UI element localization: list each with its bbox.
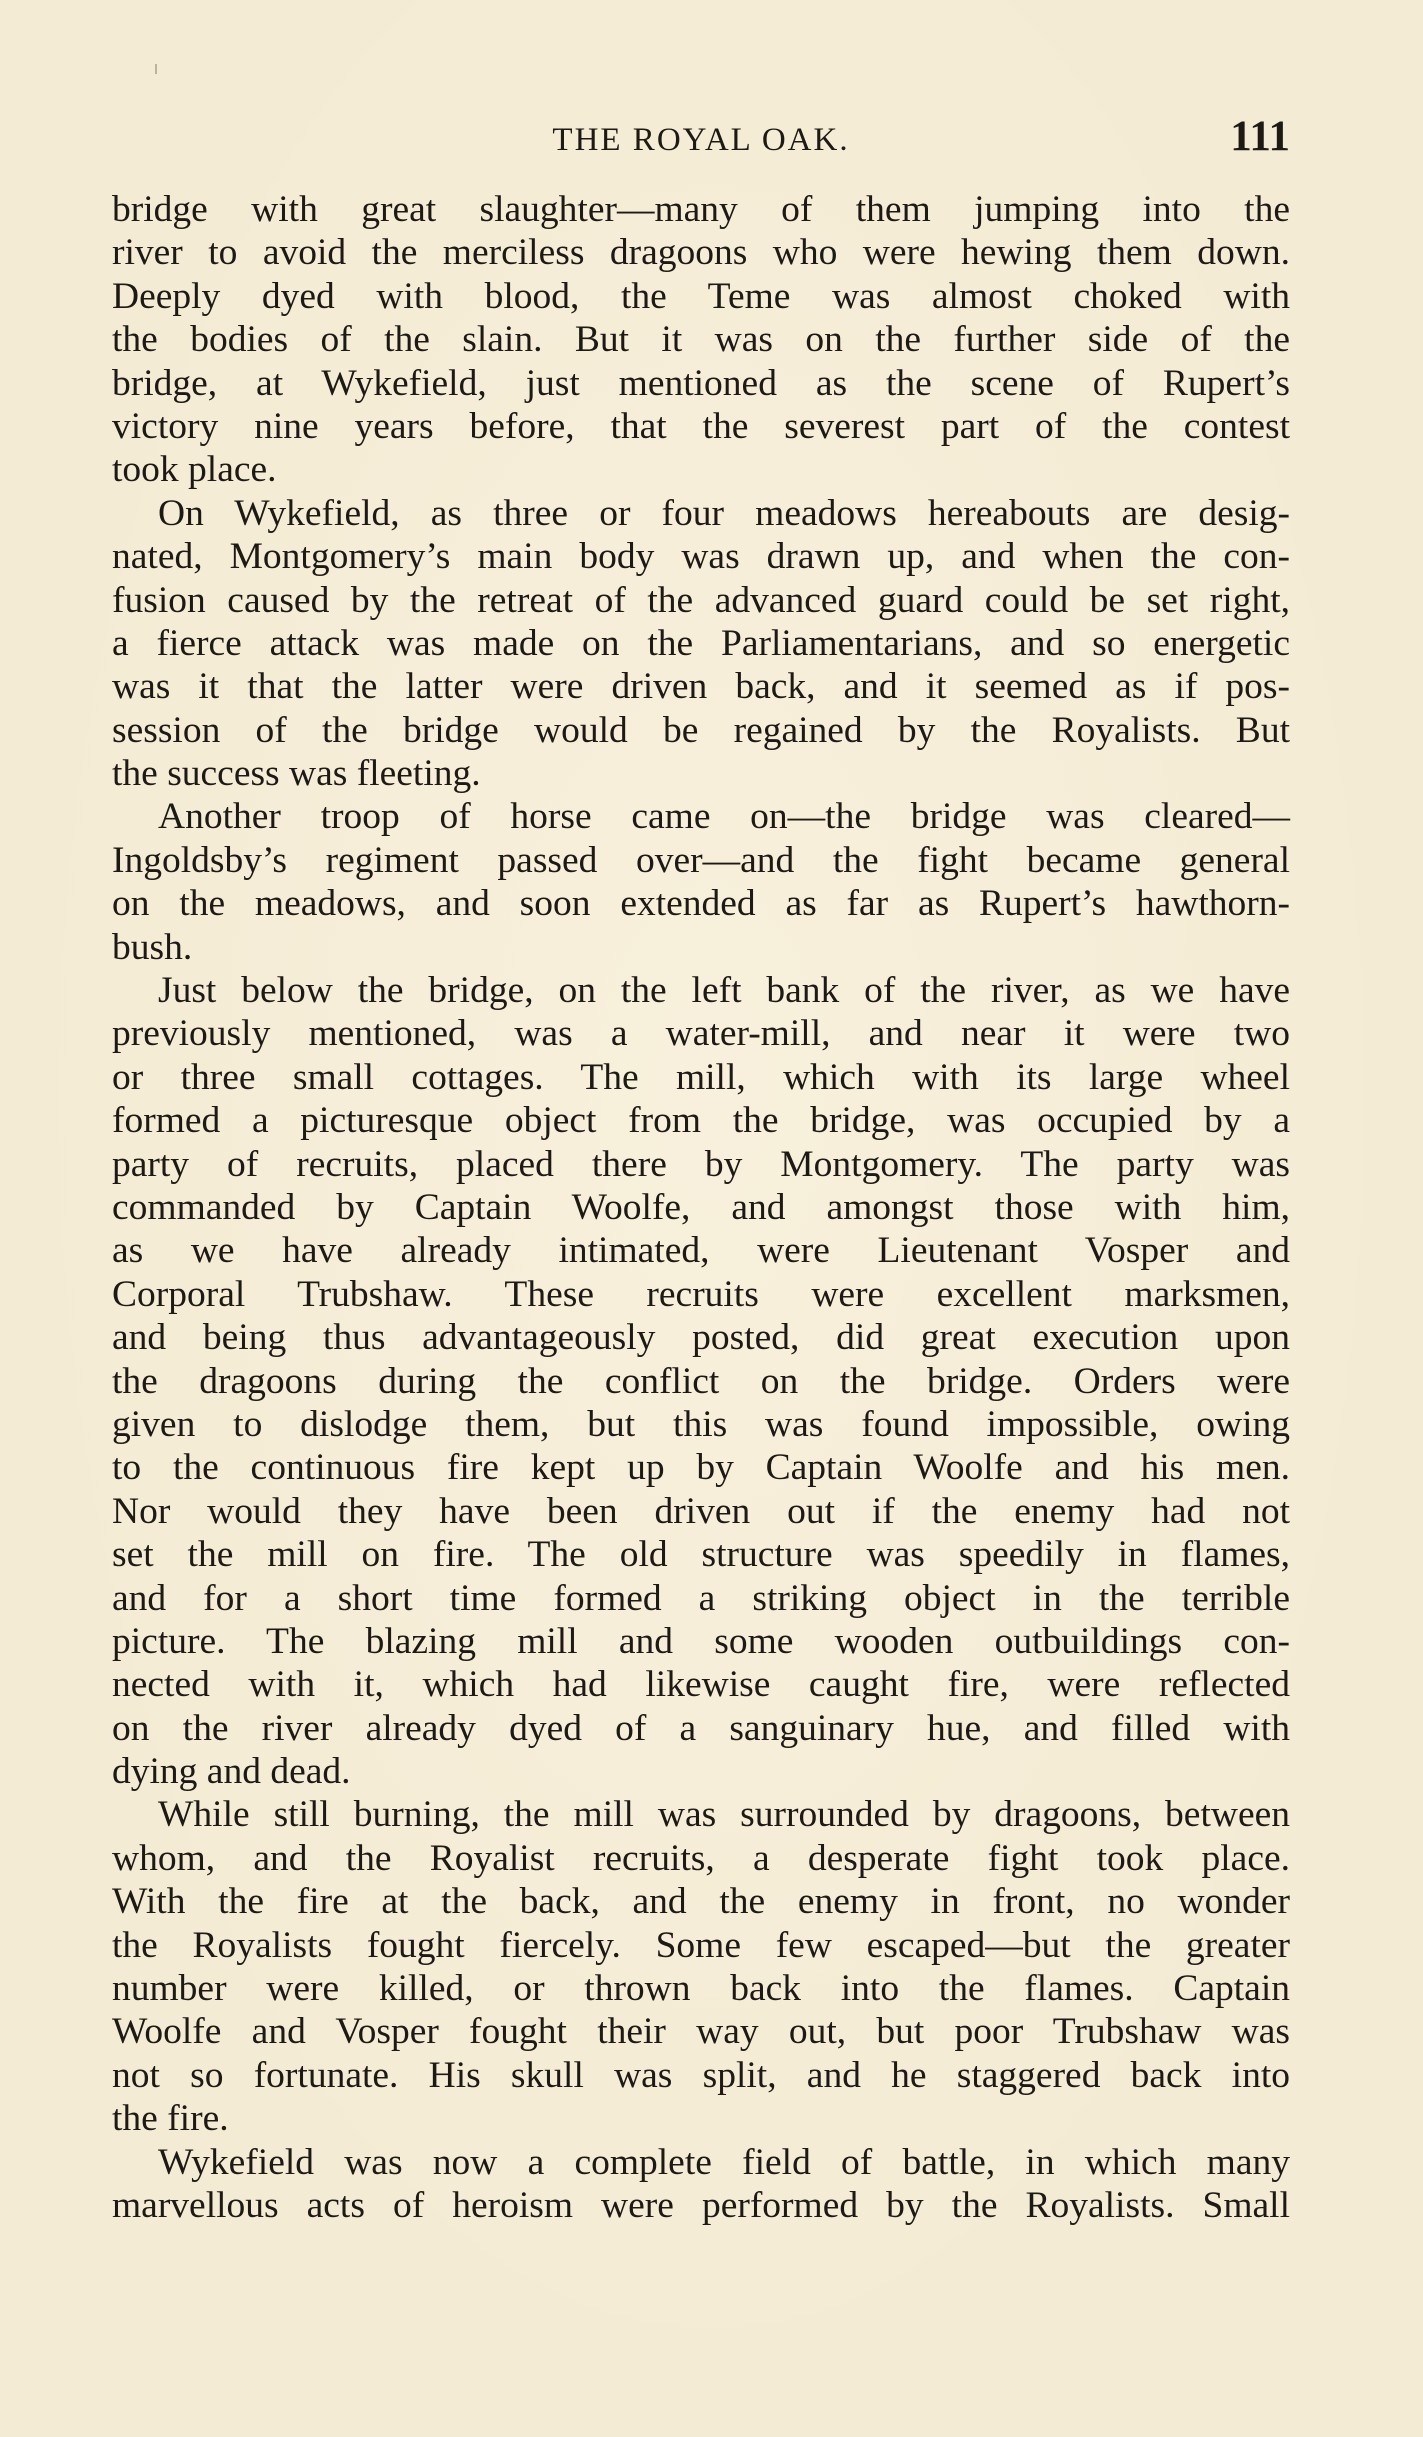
text-line: nated, Montgomery’s main body was drawn up, and when the con-: [112, 536, 1290, 578]
text-line: to the continuous fire kept up by Captain Woolfe and his men.: [112, 1447, 1290, 1489]
text-line: picture. The blazing mill and some wooden outbuildings con-: [112, 1620, 1290, 1662]
text-line: Wykefield was now a complete field of battle, in which many: [158, 2141, 1290, 2183]
text-line: river to avoid the merciless dragoons who were hewing them down.: [112, 232, 1290, 274]
text-line: the fire.: [112, 2098, 229, 2140]
text-line: was it that the latter were driven back, and it seemed as if pos-: [112, 666, 1290, 708]
text-line: the success was fleeting.: [112, 753, 481, 795]
running-head: [112, 112, 1290, 172]
text-line: bush.: [112, 926, 193, 968]
text-line: given to dislodge them, but this was found impossible, owing: [112, 1403, 1290, 1445]
text-line: commanded by Captain Woolfe, and amongst those with him,: [112, 1186, 1290, 1228]
text-line: Ingoldsby’s regiment passed over—and the fight became general: [112, 839, 1290, 881]
page-number: 111: [1230, 113, 1290, 160]
body-text: [112, 188, 1290, 2227]
text-line: or three small cottages. The mill, which with its large wheel: [112, 1056, 1290, 1098]
text-line: the Royalists fought fiercely. Some few escaped—but the greater: [112, 1924, 1290, 1966]
text-line: took place.: [112, 449, 277, 491]
text-line: bridge, at Wykefield, just mentioned as the scene of Rupert’s: [112, 362, 1290, 404]
text-line: a fierce attack was made on the Parliamentarians, and so energetic: [112, 622, 1290, 664]
text-line: dying and dead.: [112, 1751, 351, 1793]
text-line: nected with it, which had likewise caught fire, were reflected: [112, 1664, 1290, 1706]
text-line: With the fire at the back, and the enemy in front, no wonder: [112, 1881, 1290, 1923]
text-line: On Wykefield, as three or four meadows hereabouts are desig-: [158, 492, 1290, 534]
text-line: bridge with great slaughter—many of them jumping into the: [112, 189, 1290, 230]
text-line: on the meadows, and soon extended as far as Rupert’s hawthorn-: [112, 883, 1290, 925]
text-line: whom, and the Royalist recruits, a desperate fight took place.: [112, 1837, 1290, 1879]
text-line: fusion caused by the retreat of the advanced guard could be set right,: [112, 579, 1290, 621]
text-line: as we have already intimated, were Lieutenant Vosper and: [112, 1230, 1290, 1272]
running-title: THE ROYAL OAK.: [552, 122, 850, 158]
text-line: formed a picturesque object from the bridge, was occupied by a: [112, 1100, 1290, 1142]
text-line: number were killed, or thrown back into the flames. Captain: [112, 1968, 1290, 2010]
text-line: Woolfe and Vosper fought their way out, but poor Trubshaw was: [112, 2011, 1290, 2053]
text-line: session of the bridge would be regained by the Royalists. But: [112, 709, 1290, 751]
text-line: Nor would they have been driven out if the enemy had not: [112, 1490, 1290, 1532]
text-line: previously mentioned, was a water-mill, and near it were two: [112, 1013, 1290, 1055]
text-line: Deeply dyed with blood, the Teme was almost choked with: [112, 275, 1290, 317]
text-line: and for a short time formed a striking object in the terrible: [112, 1577, 1290, 1619]
text-line: set the mill on fire. The old structure was speedily in flames,: [112, 1534, 1290, 1576]
text-line: and being thus advantageously posted, did great execution upon: [112, 1317, 1290, 1359]
text-line: Just below the bridge, on the left bank of the river, as we have: [158, 970, 1290, 1012]
page-blemish: [155, 64, 157, 74]
text-line: marvellous acts of heroism were performed by the Royalists. Small: [112, 2184, 1290, 2226]
text-line: the dragoons during the conflict on the bridge. Orders were: [112, 1360, 1290, 1402]
text-line: the bodies of the slain. But it was on the further side of the: [112, 319, 1290, 361]
text-line: party of recruits, placed there by Montgomery. The party was: [112, 1143, 1290, 1185]
text-line: While still burning, the mill was surrounded by dragoons, between: [158, 1794, 1290, 1836]
text-line: on the river already dyed of a sanguinary hue, and filled with: [112, 1707, 1290, 1749]
text-line: Another troop of horse came on—the bridge was cleared—: [158, 796, 1290, 838]
text-line: victory nine years before, that the severest part of the contest: [112, 405, 1290, 447]
text-line: not so fortunate. His skull was split, and he staggered back into: [112, 2054, 1290, 2096]
text-line: Corporal Trubshaw. These recruits were excellent marksmen,: [112, 1273, 1290, 1315]
